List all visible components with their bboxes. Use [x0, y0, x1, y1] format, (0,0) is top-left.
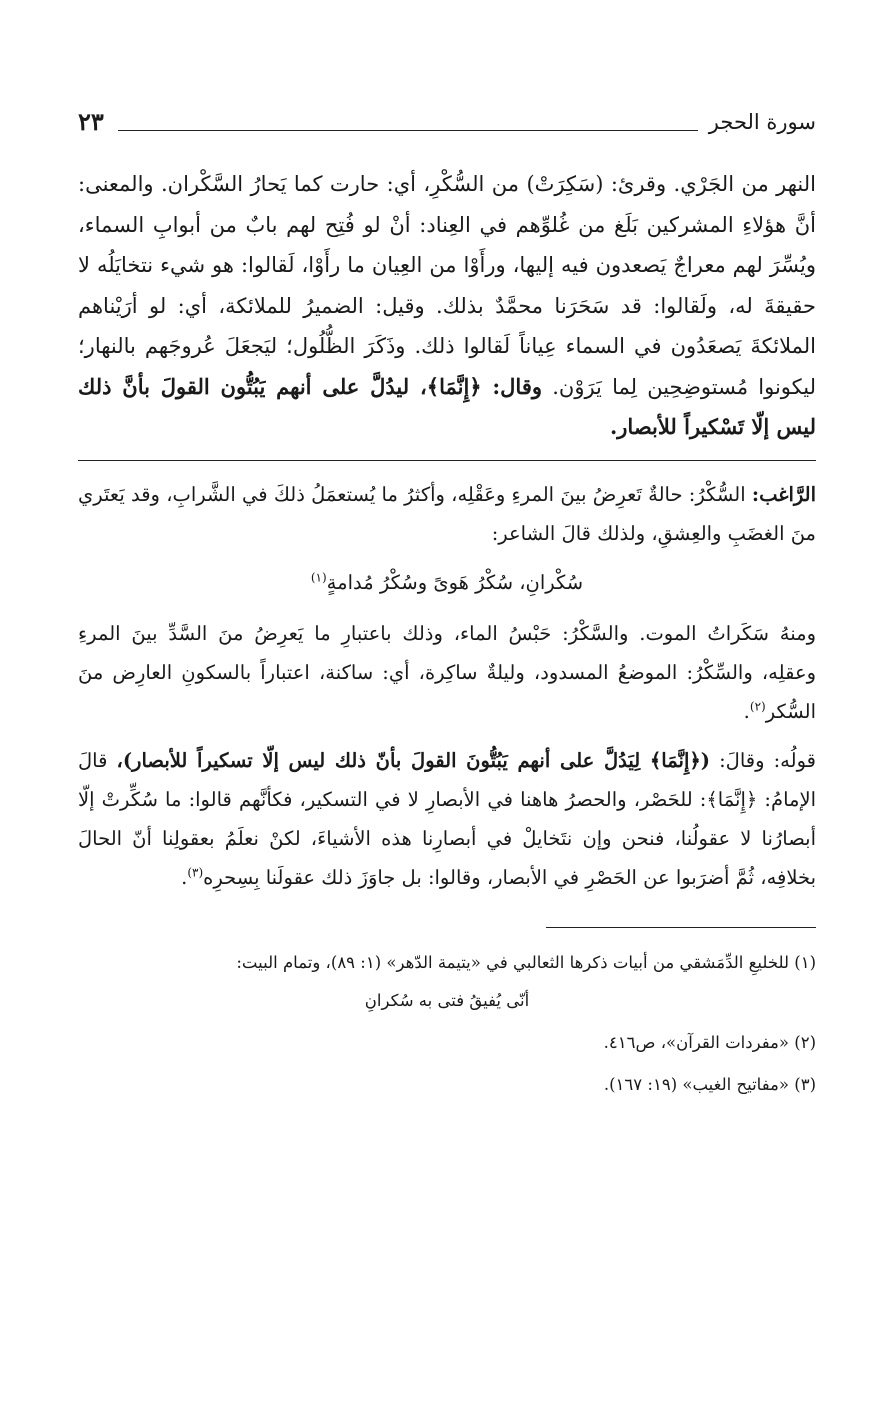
poetry-verse-text: سُكْرانِ، سُكْرُ هَوىً وسُكْرُ مُدامةٍ — [326, 570, 584, 594]
footnote-ref-1[interactable]: (١) — [310, 570, 327, 584]
footnote-2 — [78, 1028, 816, 1058]
commentary-3-quote: (﴿إِنَّمَا﴾ لِيَدُلَّ على أنهم يَبُتُّونَ القولَ بأنّ ذلك ليس إلّا تسكيراً للأبصار)، — [116, 748, 711, 772]
footnote-ref-2[interactable]: (٢) — [749, 699, 766, 713]
footnote-3-number: (٣) — [794, 1074, 816, 1094]
footnote-1 — [78, 948, 816, 978]
footnote-1-verse: أنّى يُفيقُ فتى به سُكرانِ — [364, 990, 530, 1010]
page-number: ٢٣ — [78, 107, 104, 136]
commentary-2-text: ومنهُ سَكَراتُ الموت. والسَّكْرُ: حَبْسُ الماء، وذلك باعتبارِ ما يَعرِضُ منَ السَّدِّ بينَ المرءِ وعقلِه، والسِّكْرُ: الموضعُ المسدود، وليلةٌ ساكِرة، أي: ساكنة، اعتباراً بالسكونِ العارِض منَ السُّكر — [78, 621, 816, 723]
commentary-paragraph-2: ومنهُ سَكَراتُ الموت. والسَّكْرُ: حَبْسُ الماء، وذلك باعتبارِ ما يَعرِضُ منَ السَّدِّ بينَ المرءِ وعقلِه، والسِّكْرُ: الموضعُ المسدود، وليلةٌ ساكِرة، أي: ساكنة، اعتباراً بالسكونِ العارِض منَ السُّكر$^{(٢)}$. — [78, 621, 816, 723]
commentary-paragraph-3: قولُه: وقالَ: (﴿إِنَّمَا﴾ لِيَدُلَّ على أنهم يَبُتُّونَ القولَ بأنّ ذلك ليس إلّا تسكيراً للأبصار)، قالَ الإمامُ: ﴿إِنَّمَا﴾: للحَصْر، والحصرُ هاهنا في الأبصارِ لا في التسكير، فكأنَّهم قالوا: ما سُكِّرتْ إلّا أبصارُنا لا عقولُنا، فنحن وإن نتَخايلْ في أبصارِنا هذه الأشياءَ، لكنْ نعلَمُ بعقولِنا أنّ الحالَ بخلافِه، ثُمَّ أضرَبوا عن الحَصْرِ في الأبصار، وقالوا: بل جاوَزَ ذلك عقولَنا بِسِحرِه$^{(٣)}$. — [78, 748, 816, 889]
running-header — [78, 100, 816, 144]
main-paragraph: النهر من الجَرْي. وقرئ: (سَكِرَتْ) من السُّكْرِ، أي: حارت كما يَحارُ السَّكْران. والمعنى: أنَّ هؤلاءِ المشركين بَلَغ من غُلوِّهم في العِناد: أنْ لو فُتِح لهم بابٌ من أبوابِ السماء، ويُسِّرَ لهم معراجٌ يَصعدون فيه إليها، ورأَوْا من العِيان ما رأَوْا، لَقالوا: هو شيء نتخايَلُه لا حقيقةَ له، ولَقالوا: قد سَحَرَنا محمَّدٌ بذلك. وقيل: الضميرُ للملائكة، أي: لو أرَيْناهم الملائكةَ يَصعَدُون في السماء عِياناً لَقالوا ذلك. وذَكَرَ الظُّلُول؛ ليَجعَلَ عُروجَهم بالنهار؛ ليكونوا مُستوضِحِين لِما يَرَوْن. — [78, 172, 816, 399]
book-page — [78, 100, 816, 1112]
commentary-1-text: السُّكْرُ: حالةٌ تَعرِضُ بينَ المرءِ وعَقْلِه، وأكثرُ ما يُستعمَلُ ذلكَ في الشَّرابِ، وقد يَعتَري منَ الغضَبِ والعِشقِ، ولذلك قالَ الشاعر: — [78, 482, 816, 545]
footnote-ref-3[interactable]: (٣) — [187, 865, 204, 879]
footnotes-block — [78, 948, 816, 1100]
footnote-divider — [546, 927, 816, 928]
commentary-paragraph-1 — [78, 475, 816, 553]
footnote-3 — [78, 1070, 816, 1100]
footnote-1-text: للخليعِ الدِّمَشقي من أبيات ذكرها الثعالبي في «يتيمة الدّهر» (١: ٨٩)، وتمام البيت: — [236, 952, 789, 972]
surah-title: سورة الحجر — [708, 110, 816, 134]
commentary-block — [78, 475, 816, 897]
main-bold-tail: وقال: ﴿إِنَّمَا﴾، ليدُلَّ على أنهم يَبُتُّون القولَ بأنَّ ذلك ليس إلّا تَسْكيراً للأبصار. — [78, 373, 816, 439]
footnote-3-text: «مفاتيح الغيب» (١٩: ١٦٧). — [603, 1074, 789, 1094]
footnote-2-number: (٢) — [794, 1032, 816, 1052]
footnote-2-text: «مفردات القرآن»، ص٤١٦. — [603, 1032, 789, 1052]
main-text-block — [78, 164, 816, 448]
footnote-1-number: (١) — [794, 952, 816, 972]
section-divider — [78, 460, 816, 461]
commentary-1-lead: الرَّاغب: — [751, 482, 816, 506]
commentary-3-text: قالَ الإمامُ: ﴿إِنَّمَا﴾: للحَصْر، والحصرُ هاهنا في الأبصارِ لا في التسكير، فكأنَّهم قالوا: ما سُكِّرتْ إلّا أبصارُنا لا عقولُنا، فنحن وإن نتَخايلْ في أبصارِنا هذه الأشياءَ، لكنْ نعلَمُ بعقولِنا أنّ الحالَ بخلافِه، ثُمَّ أضرَبوا عن الحَصْرِ في الأبصار، وقالوا: بل جاوَزَ ذلك عقولَنا بِسِحرِه — [78, 748, 816, 889]
commentary-3-lead: قولُه: وقالَ: — [719, 748, 816, 772]
poetry-verse — [78, 563, 816, 602]
header-rule — [118, 130, 698, 131]
